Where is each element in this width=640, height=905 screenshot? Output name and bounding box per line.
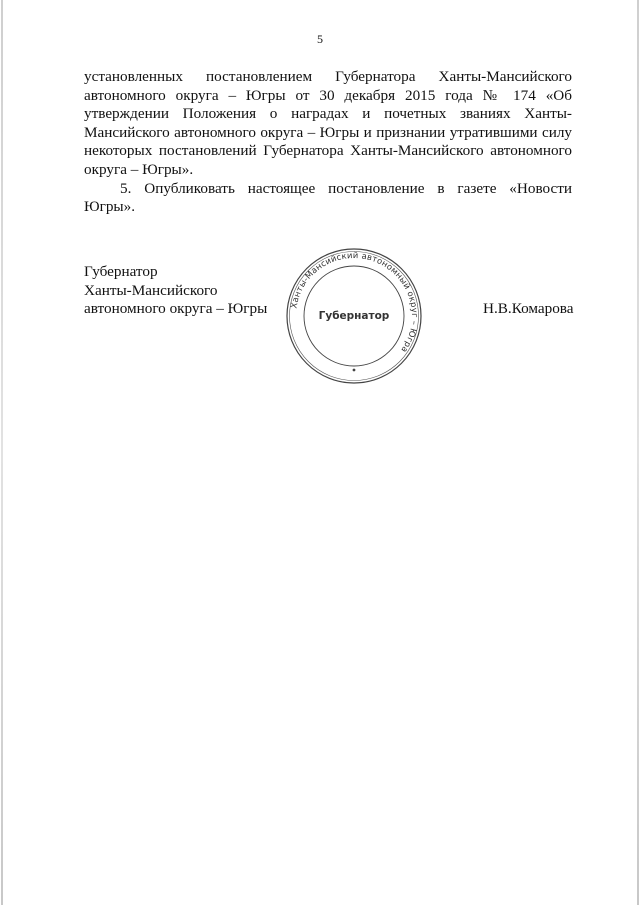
signatory-title-line-2: Ханты-Мансийского	[84, 281, 218, 299]
signatory-title	[84, 263, 267, 319]
paragraph-continuation: установленных постановлением Губернатора Ханты-Мансийского автономного округа – Югры от 30 декабря 2015 года № 174 «Об утверждении Положения о наградах и почетных званиях Ханты-Мансийского автономного округа – Югры и признании утратившими силу некоторых постановлений Губернатора Ханты-Мансийского автономного округа – Югры».	[84, 68, 572, 178]
official-seal	[284, 246, 424, 386]
signatory-title-line-3: автономного округа – Югры	[84, 300, 268, 318]
seal-ring-text: Ханты-Мансийский автономный округ – Югра	[288, 249, 421, 355]
scan-edge-left	[1, 0, 3, 905]
page-number: 5	[317, 32, 323, 46]
signatory-title-line-1: Губернатор	[84, 263, 158, 280]
seal-dot	[353, 369, 356, 372]
paragraph-item-5: 5. Опубликовать настоящее постановление в газете «Новости Югры».	[84, 179, 572, 216]
seal-center-text: Губернатор	[318, 310, 390, 322]
scan-edge-right	[637, 0, 639, 905]
document-body	[84, 68, 572, 217]
signatory-name: Н.В.Комарова	[483, 300, 574, 317]
